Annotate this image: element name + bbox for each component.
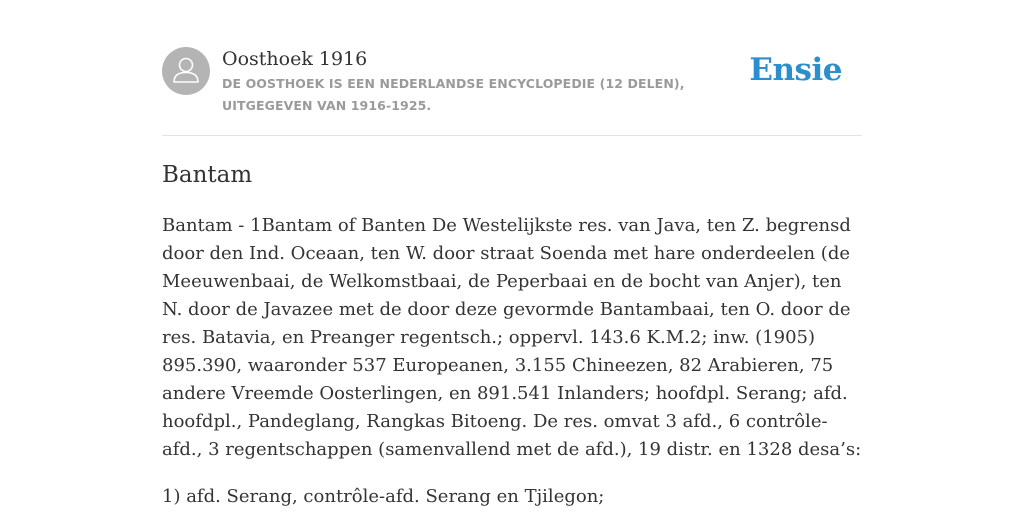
ensie-logo[interactable]: Ensie [749, 52, 842, 88]
article-paragraph: 1) afd. Serang, contrôle-afd. Serang en Tjilegon; [162, 486, 605, 507]
article-title: Bantam [162, 162, 253, 188]
article-body [162, 212, 862, 512]
user-icon [162, 47, 210, 95]
source-header [162, 44, 862, 136]
source-description: DE OOSTHOEK IS EEN NEDERLANDSE ENCYCLOPEDIE (12 DELEN), UITGEGEVEN VAN 1916-1925. [222, 76, 685, 113]
article-paragraph: Bantam - 1Bantam of Banten De Westelijkste res. van Java, ten Z. begrensd door den Ind. Oceaan, ten W. door straat Soenda met hare onderdeelen (de Meeuwenbaai, de Welkomstbaai, de Peperbaai en de bocht van Anjer), ten N. door de Javazee met de door deze gevormde Bantambaai, ten O. door de res. Batavia, en Preanger regentsch.; oppervl. 143.6 K.M.2; inw. (1905) 895.390, waaronder 537 Europeanen, 3.155 Chineezen, 82 Arabieren, 75 andere Vreemde Oosterlingen, en 891.541 Inlanders; hoofdpl. Serang; afd. hoofdpl., Pandeglang, Rangkas Bitoeng. De res. omvat 3 afd., 6 contrôle-afd., 3 regentschappen (samenvallend met de afd.), 19 distr. en 1328 desa’s: [162, 215, 862, 460]
source-name[interactable]: Oosthoek 1916 [222, 48, 368, 70]
avatar[interactable] [162, 47, 210, 95]
